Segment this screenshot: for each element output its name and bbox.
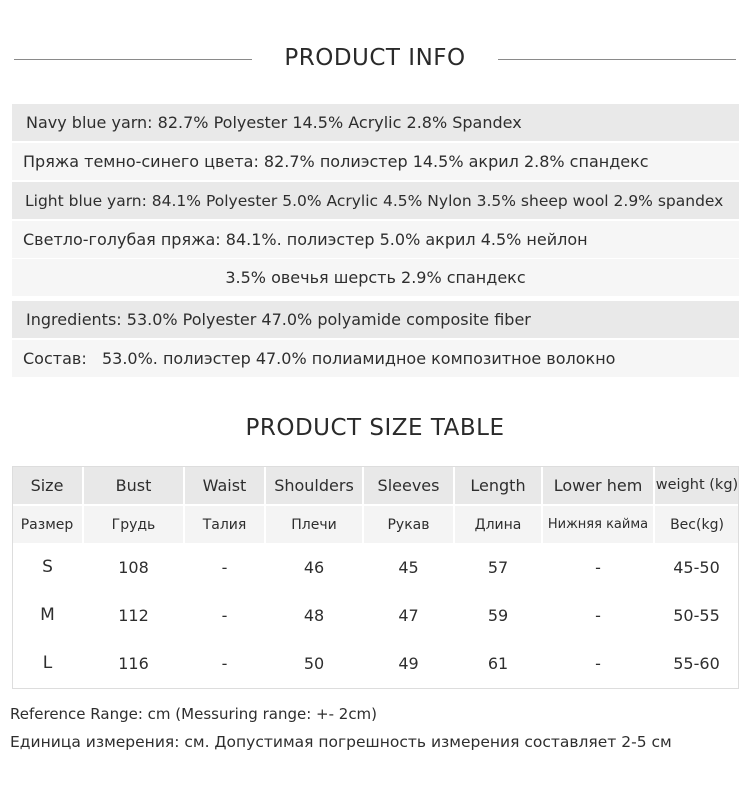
info-text: Пряжа темно-синего цвета: 82.7% полиэстер 14.5% акрил 2.8% спандекс: [23, 152, 649, 171]
info-text: Light blue yarn: 84.1% Polyester 5.0% Acrylic 4.5% Nylon 3.5% sheep wool 2.9% spandex: [25, 191, 724, 210]
cell-shoulders: 50: [265, 639, 363, 687]
size-table-title: PRODUCT SIZE TABLE: [245, 415, 505, 441]
cell-lower-hem: -: [542, 543, 654, 591]
cell-bust: 108: [83, 543, 184, 591]
info-row-lightblue-en: [12, 182, 739, 219]
header-sleeves: Sleeves: [363, 466, 454, 505]
cell-lower-hem: -: [542, 639, 654, 687]
info-text: Navy blue yarn: 82.7% Polyester 14.5% Acrylic 2.8% Spandex: [26, 113, 522, 132]
cell-shoulders: 48: [265, 591, 363, 639]
header-lower-hem: Lower hem: [542, 466, 654, 505]
cell-weight: 50-55: [654, 591, 739, 639]
reference-note-ru: Единица измерения: см. Допустимая погрешность измерения составляет 2-5 см: [10, 733, 672, 751]
cell-length: 59: [454, 591, 542, 639]
cell-size: S: [12, 543, 83, 591]
header-bust: Bust: [83, 466, 184, 505]
header-weight-ru: Вес(kg): [654, 505, 739, 543]
info-text: Светло-голубая пряжа: 84.1%. полиэстер 5.0% акрил 4.5% нейлон: [23, 230, 588, 249]
cell-waist: -: [184, 591, 265, 639]
header-waist: Waist: [184, 466, 265, 505]
table-row: [12, 543, 739, 591]
header-sleeves-ru: Рукав: [363, 505, 454, 543]
size-table: [12, 466, 739, 687]
header-row-ru: [12, 505, 739, 543]
cell-bust: 112: [83, 591, 184, 639]
cell-sleeves: 47: [363, 591, 454, 639]
cell-bust: 116: [83, 639, 184, 687]
cell-sleeves: 49: [363, 639, 454, 687]
info-row-navy-ru: [12, 143, 739, 180]
cell-shoulders: 46: [265, 543, 363, 591]
header-length-ru: Длина: [454, 505, 542, 543]
product-info-title: PRODUCT INFO: [284, 45, 466, 71]
header-bust-ru: Грудь: [83, 505, 184, 543]
cell-weight: 55-60: [654, 639, 739, 687]
cell-waist: -: [184, 543, 265, 591]
header-length: Length: [454, 466, 542, 505]
cell-length: 57: [454, 543, 542, 591]
header-shoulders: Shoulders: [265, 466, 363, 505]
info-row-navy-en: [12, 104, 739, 141]
header-shoulders-ru: Плечи: [265, 505, 363, 543]
header-weight: weight (kg): [654, 466, 739, 505]
cell-size: L: [12, 639, 83, 687]
cell-size: M: [12, 591, 83, 639]
table-row: [12, 639, 739, 687]
header-size: Size: [12, 466, 83, 505]
header-size-ru: Размер: [12, 505, 83, 543]
header-lower-hem-ru: Нижняя кайма: [542, 505, 654, 543]
title-rule-right: [498, 59, 736, 60]
cell-weight: 45-50: [654, 543, 739, 591]
header-row-en: [12, 466, 739, 505]
info-text: 3.5% овечья шерсть 2.9% спандекс: [225, 268, 526, 287]
info-row-lightblue-ru-cont: [12, 259, 739, 296]
header-waist-ru: Талия: [184, 505, 265, 543]
table-row: [12, 591, 739, 639]
info-text: Ingredients: 53.0% Polyester 47.0% polyamide composite fiber: [26, 310, 531, 329]
info-text: Состав: 53.0%. полиэстер 47.0% полиамидное композитное волокно: [23, 349, 616, 368]
cell-lower-hem: -: [542, 591, 654, 639]
cell-length: 61: [454, 639, 542, 687]
cell-waist: -: [184, 639, 265, 687]
reference-note-en: Reference Range: cm (Messuring range: +- 2cm): [10, 705, 378, 723]
info-row-lightblue-ru: [12, 221, 739, 258]
info-row-ingredients-en: [12, 301, 739, 338]
cell-sleeves: 45: [363, 543, 454, 591]
info-row-ingredients-ru: [12, 340, 739, 377]
